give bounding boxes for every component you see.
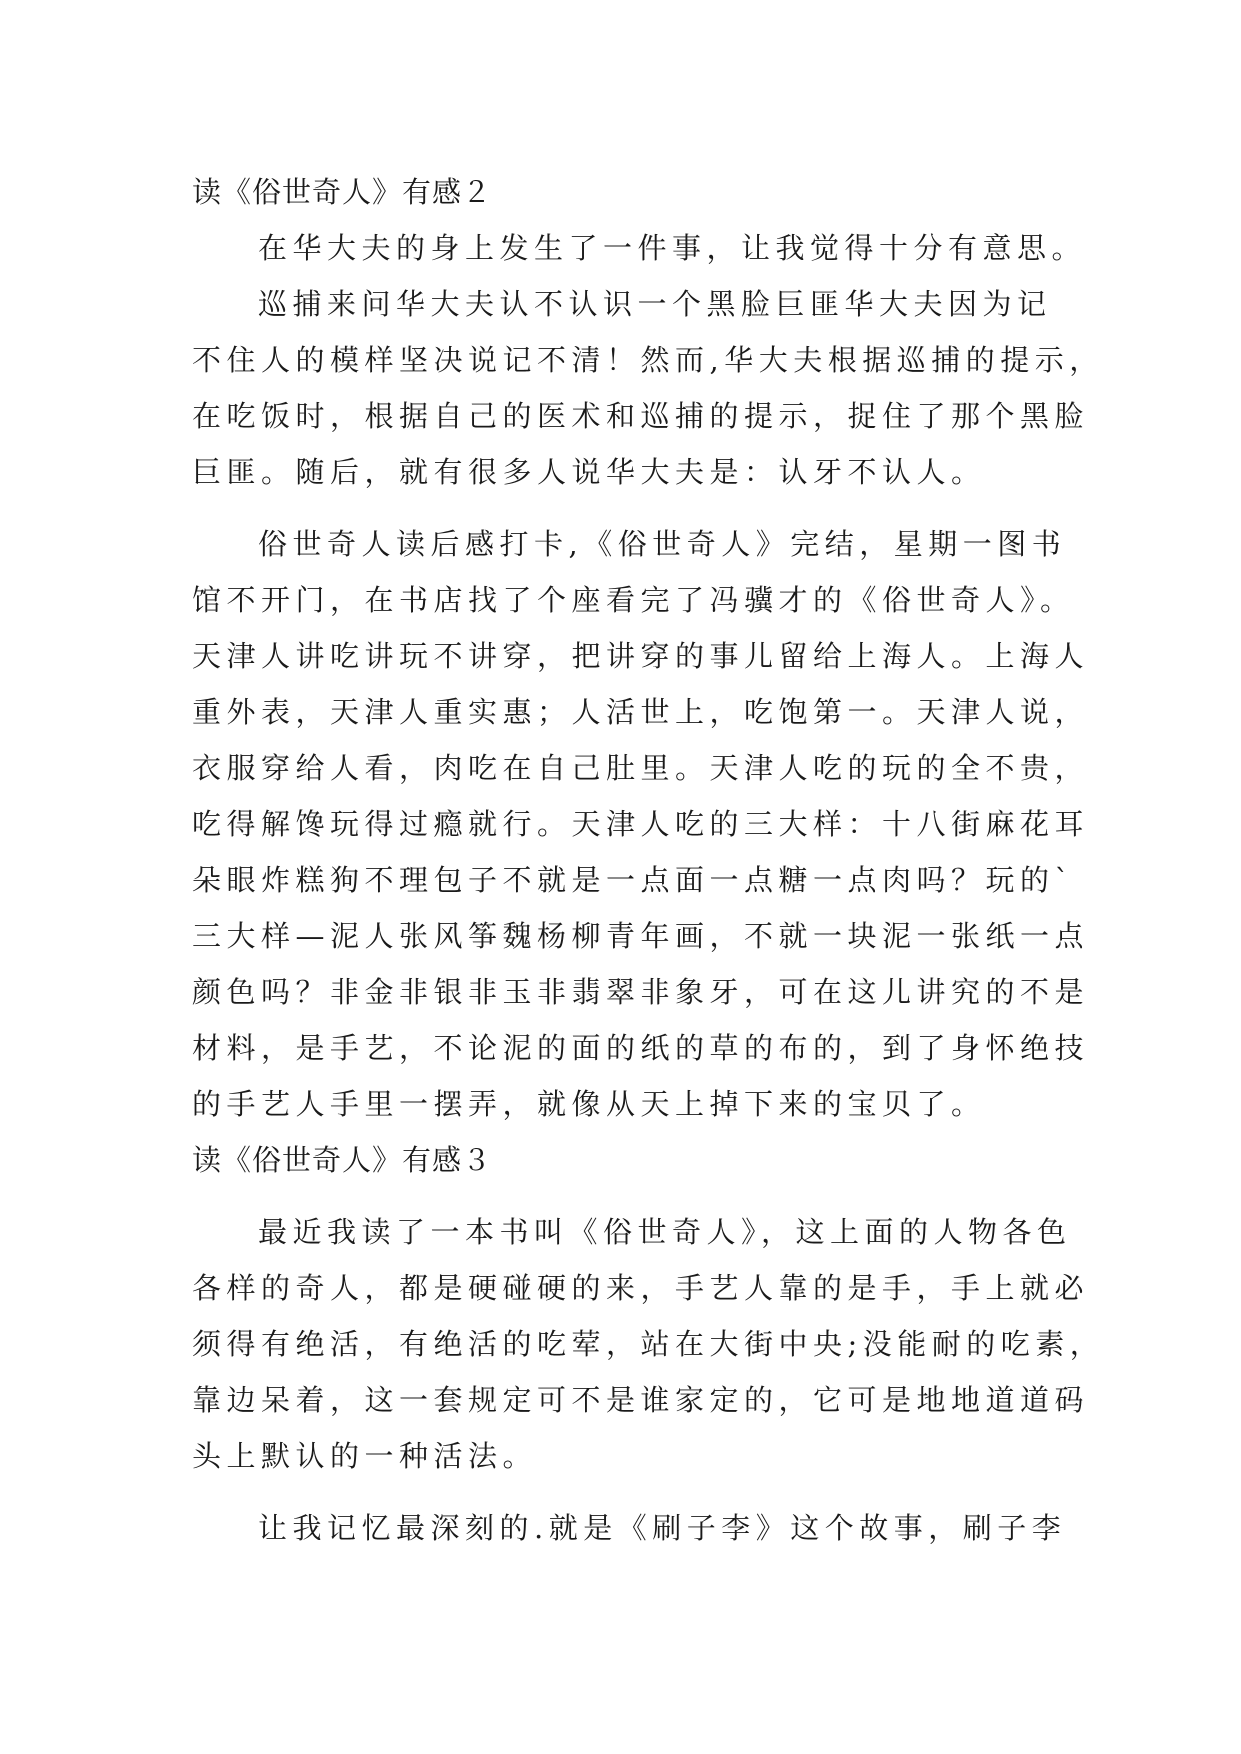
paragraph (192, 516, 1090, 1132)
text-line: 颜色吗？非金非银非玉非翡翠非象牙，可在这儿讲究的不是 (192, 975, 1090, 1009)
paragraph (192, 220, 1087, 276)
text-line: 三大样—泥人张风筝魏杨柳青年画，不就一块泥一张纸一点 (192, 919, 1090, 953)
document-page (192, 164, 1105, 1556)
text-line: 在华大夫的身上发生了一件事，让我觉得十分有意思。 (258, 231, 1087, 265)
text-line: 让我记忆最深刻的.就是《刷子李》这个故事，刷子李 (258, 1511, 1067, 1545)
text-line: 俗世奇人读后感打卡,《俗世奇人》完结，星期一图书 (258, 527, 1067, 561)
text-line: 在吃饭时，根据自己的医术和巡捕的提示，捉住了那个黑脸 (192, 399, 1090, 433)
section-title-3: 读《俗世奇人》有感３ (192, 1143, 493, 1177)
text-line: 巨匪。随后，就有很多人说华大夫是：认牙不认人。 (192, 455, 986, 489)
text-line: 朵眼炸糕狗不理包子不就是一点面一点糖一点肉吗？玩的` (192, 863, 1075, 897)
paragraph (192, 1204, 1105, 1484)
text-line: 最近我读了一本书叫《俗世奇人》，这上面的人物各色 (258, 1215, 1072, 1249)
text-line: 各样的奇人，都是硬碰硬的来，手艺人靠的是手，手上就必 (192, 1271, 1090, 1305)
text-line: 头上默认的一种活法。 (192, 1439, 538, 1473)
paragraph (192, 276, 1104, 500)
text-line: 吃得解馋玩得过瘾就行。天津人吃的三大样：十八街麻花耳 (192, 807, 1090, 841)
text-line: 须得有绝活，有绝活的吃荤，站在大街中央;没能耐的吃素， (192, 1327, 1105, 1361)
text-line: 靠边呆着，这一套规定可不是谁家定的，它可是地地道道码 (192, 1383, 1090, 1417)
text-line: 馆不开门，在书店找了个座看完了冯骥才的《俗世奇人》。 (192, 583, 1075, 617)
text-line: 重外表，天津人重实惠；人活世上，吃饱第一。天津人说， (192, 695, 1090, 729)
text-line: 巡捕来问华大夫认不认识一个黑脸巨匪华大夫因为记 (258, 287, 1052, 321)
text-line: 衣服穿给人看，肉吃在自己肚里。天津人吃的玩的全不贵， (192, 751, 1090, 785)
text-line: 不住人的模样坚决说记不清！然而,华大夫根据巡捕的提示， (192, 343, 1104, 377)
text-line: 天津人讲吃讲玩不讲穿，把讲穿的事儿留给上海人。上海人 (192, 639, 1090, 673)
section-title-2: 读《俗世奇人》有感２ (192, 175, 493, 209)
text-line: 的手艺人手里一摆弄，就像从天上掉下来的宝贝了。 (192, 1087, 986, 1121)
text-line: 材料，是手艺，不论泥的面的纸的草的布的，到了身怀绝技 (192, 1031, 1090, 1065)
paragraph (192, 1500, 1067, 1556)
